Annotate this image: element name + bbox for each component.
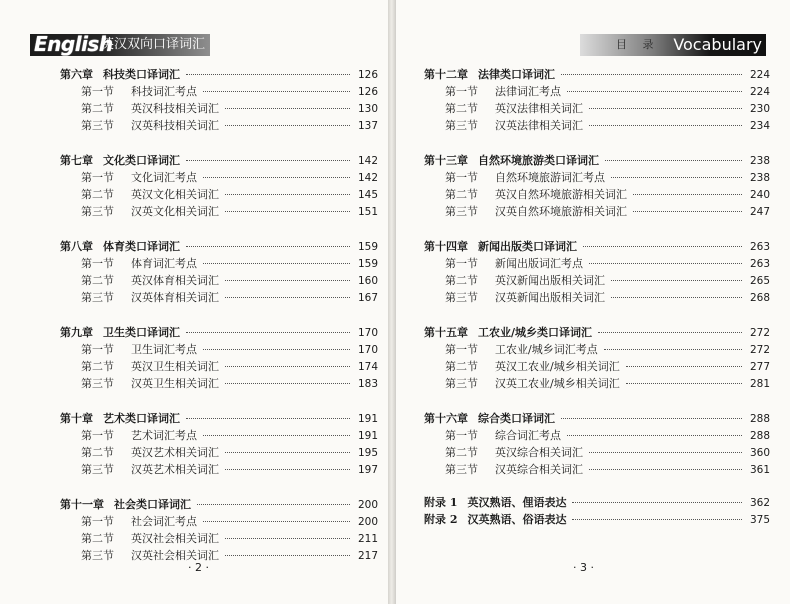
section-entry-page: 197 [357, 464, 378, 476]
section-entry-label: 第一节 [81, 515, 114, 528]
left-header-banner [30, 34, 210, 56]
section-entry-page: 277 [749, 361, 770, 373]
chapter-entry [60, 410, 378, 427]
chapter-entry-label: 第十五章 [424, 326, 468, 339]
section-entry-page: 288 [749, 430, 770, 442]
dot-leader [225, 555, 350, 556]
section-entry-page: 272 [749, 344, 770, 356]
chapter-entry-label: 第七章 [60, 154, 93, 167]
dot-leader [203, 91, 350, 92]
section-entry-title: 艺术词汇考点 [131, 429, 197, 442]
section-entry [60, 169, 378, 186]
appendix-entry [424, 511, 770, 528]
dot-leader [598, 332, 742, 333]
dot-leader [225, 469, 350, 470]
appendix-entry-label: 附录 2 [424, 513, 458, 526]
dot-leader [611, 177, 742, 178]
section-entry-page: 268 [749, 292, 770, 304]
section-entry-page: 174 [357, 361, 378, 373]
section-entry-title: 汉英卫生相关词汇 [131, 377, 219, 390]
chapter-entry-label: 第六章 [60, 68, 93, 81]
section-entry [60, 427, 378, 444]
section-entry-page: 281 [749, 378, 770, 390]
toc-right [424, 66, 770, 528]
dot-leader [225, 211, 350, 212]
section-entry-label: 第二节 [81, 532, 114, 545]
section-entry-label: 第二节 [445, 102, 478, 115]
section-entry-label: 第一节 [81, 429, 114, 442]
section-entry-page: 159 [357, 258, 378, 270]
section-entry-label: 第三节 [445, 377, 478, 390]
dot-leader [203, 263, 350, 264]
section-entry-title: 综合词汇考点 [495, 429, 561, 442]
chapter-block [60, 238, 378, 306]
section-entry-label: 第三节 [81, 377, 114, 390]
section-entry [60, 444, 378, 461]
section-entry [60, 117, 378, 134]
chapter-block [60, 152, 378, 220]
section-entry-title: 新闻出版词汇考点 [495, 257, 583, 270]
chapter-entry-page: 238 [749, 155, 770, 167]
left-page [0, 0, 388, 604]
chapter-entry-page: 288 [749, 413, 770, 425]
section-entry [424, 444, 770, 461]
section-entry-page: 200 [357, 516, 378, 528]
section-entry [424, 117, 770, 134]
section-entry-label: 第三节 [81, 463, 114, 476]
chapter-entry [424, 238, 770, 255]
dot-leader [225, 108, 350, 109]
section-entry-title: 文化词汇考点 [131, 171, 197, 184]
section-entry [60, 255, 378, 272]
dot-leader [561, 418, 742, 419]
chapter-entry-title: 科技类口译词汇 [103, 68, 180, 81]
section-entry-page: 126 [357, 86, 378, 98]
section-entry-label: 第二节 [81, 360, 114, 373]
appendix-entry [424, 494, 770, 511]
chapter-entry-label: 第十三章 [424, 154, 468, 167]
section-entry-label: 第一节 [445, 343, 478, 356]
chapter-entry-label: 第十一章 [60, 498, 104, 511]
section-entry-label: 第一节 [81, 343, 114, 356]
chapter-entry-page: 142 [357, 155, 378, 167]
dot-leader [186, 418, 350, 419]
chapter-entry [60, 496, 378, 513]
chapter-entry [424, 324, 770, 341]
chapter-entry-page: 159 [357, 241, 378, 253]
section-entry-page: 183 [357, 378, 378, 390]
section-entry [424, 358, 770, 375]
dot-leader [561, 74, 742, 75]
dot-leader [197, 504, 350, 505]
section-entry-title: 汉英科技相关词汇 [131, 119, 219, 132]
dot-leader [567, 91, 742, 92]
section-entry [424, 169, 770, 186]
dot-leader [186, 160, 350, 161]
chapter-entry-title: 艺术类口译词汇 [103, 412, 180, 425]
dot-leader [589, 263, 742, 264]
section-entry-title: 卫生词汇考点 [131, 343, 197, 356]
dot-leader [186, 332, 350, 333]
section-entry-title: 汉英法律相关词汇 [495, 119, 583, 132]
section-entry-title: 汉英文化相关词汇 [131, 205, 219, 218]
dot-leader [567, 435, 742, 436]
section-entry-page: 224 [749, 86, 770, 98]
section-entry-label: 第二节 [81, 274, 114, 287]
section-entry-label: 第二节 [445, 274, 478, 287]
dot-leader [583, 246, 742, 247]
page-number-right: · 3 · [573, 561, 594, 574]
chapter-entry-label: 第十二章 [424, 68, 468, 81]
chapter-block [60, 410, 378, 478]
section-entry-page: 238 [749, 172, 770, 184]
dot-leader [203, 521, 350, 522]
book-spine [388, 0, 396, 604]
section-entry-page: 247 [749, 206, 770, 218]
section-entry [424, 255, 770, 272]
chapter-entry-label: 第十章 [60, 412, 93, 425]
section-entry-label: 第三节 [81, 205, 114, 218]
section-entry [60, 461, 378, 478]
section-entry-page: 230 [749, 103, 770, 115]
section-entry-title: 汉英综合相关词汇 [495, 463, 583, 476]
section-entry-title: 英汉科技相关词汇 [131, 102, 219, 115]
section-entry [60, 375, 378, 392]
section-entry-label: 第三节 [81, 119, 114, 132]
section-entry [60, 272, 378, 289]
section-entry-page: 160 [357, 275, 378, 287]
section-entry-title: 英汉工农业/城乡相关词汇 [495, 360, 620, 373]
section-entry-label: 第二节 [445, 360, 478, 373]
section-entry [424, 341, 770, 358]
right-header-banner [580, 34, 766, 56]
dot-leader [225, 366, 350, 367]
section-entry [424, 186, 770, 203]
dot-leader [589, 108, 742, 109]
section-entry-page: 217 [357, 550, 378, 562]
chapter-block [60, 66, 378, 134]
section-entry [60, 513, 378, 530]
section-entry [424, 83, 770, 100]
dot-leader [225, 194, 350, 195]
chapter-entry-label: 第十六章 [424, 412, 468, 425]
section-entry-page: 167 [357, 292, 378, 304]
section-entry-title: 英汉法律相关词汇 [495, 102, 583, 115]
section-entry-page: 240 [749, 189, 770, 201]
chapter-entry [424, 66, 770, 83]
chapter-entry-title: 工农业/城乡类口译词汇 [478, 326, 593, 339]
section-entry-page: 130 [357, 103, 378, 115]
section-entry-label: 第一节 [445, 85, 478, 98]
chapter-block [424, 324, 770, 392]
section-entry-title: 工农业/城乡词汇考点 [495, 343, 598, 356]
chapter-entry-title: 综合类口译词汇 [478, 412, 555, 425]
chapter-entry-title: 社会类口译词汇 [114, 498, 191, 511]
section-entry-title: 法律词汇考点 [495, 85, 561, 98]
section-entry-label: 第三节 [81, 549, 114, 562]
section-entry [424, 375, 770, 392]
chapter-block [424, 152, 770, 220]
section-entry-page: 195 [357, 447, 378, 459]
appendix-entry-page: 362 [749, 497, 770, 509]
section-entry-title: 汉英工农业/城乡相关词汇 [495, 377, 620, 390]
chapter-entry-page: 272 [749, 327, 770, 339]
chapter-entry-label: 第九章 [60, 326, 93, 339]
section-entry [424, 461, 770, 478]
section-entry [424, 100, 770, 117]
section-entry-label: 第二节 [445, 446, 478, 459]
chapter-block [60, 496, 378, 564]
section-entry-page: 361 [749, 464, 770, 476]
section-entry [60, 341, 378, 358]
dot-leader [225, 452, 350, 453]
section-entry-page: 234 [749, 120, 770, 132]
section-entry-page: 142 [357, 172, 378, 184]
right-page [396, 0, 790, 604]
section-entry-title: 社会词汇考点 [131, 515, 197, 528]
section-entry-label: 第三节 [81, 291, 114, 304]
section-entry-label: 第一节 [445, 257, 478, 270]
section-entry-title: 汉英新闻出版相关词汇 [495, 291, 605, 304]
chapter-entry-title: 文化类口译词汇 [103, 154, 180, 167]
appendix-entry-page: 375 [749, 514, 770, 526]
section-entry-title: 英汉社会相关词汇 [131, 532, 219, 545]
dot-leader [225, 125, 350, 126]
dot-leader [203, 177, 350, 178]
section-entry-label: 第一节 [81, 85, 114, 98]
english-logo: English [34, 32, 113, 56]
section-entry-label: 第二节 [81, 446, 114, 459]
section-entry [60, 547, 378, 564]
chapter-entry-page: 263 [749, 241, 770, 253]
section-entry-title: 汉英社会相关词汇 [131, 549, 219, 562]
dot-leader [611, 280, 742, 281]
section-entry [60, 289, 378, 306]
section-entry-label: 第一节 [81, 171, 114, 184]
section-entry [424, 427, 770, 444]
section-entry-title: 汉英体育相关词汇 [131, 291, 219, 304]
book-title: 英汉双向口译词汇 [101, 37, 206, 52]
dot-leader [589, 125, 742, 126]
dot-leader [626, 383, 742, 384]
chapter-entry-label: 第八章 [60, 240, 93, 253]
section-entry [424, 203, 770, 220]
section-entry-page: 191 [357, 430, 378, 442]
chapter-entry-page: 170 [357, 327, 378, 339]
contents-label: 目 录 [616, 38, 660, 51]
chapter-entry [424, 410, 770, 427]
chapter-block [424, 238, 770, 306]
chapter-entry-page: 126 [357, 69, 378, 81]
section-entry-title: 自然环境旅游词汇考点 [495, 171, 605, 184]
section-entry-page: 137 [357, 120, 378, 132]
section-entry [424, 272, 770, 289]
dot-leader [225, 383, 350, 384]
section-entry-title: 汉英自然环境旅游相关词汇 [495, 205, 627, 218]
chapter-entry-title: 卫生类口译词汇 [103, 326, 180, 339]
section-entry [60, 203, 378, 220]
section-entry-page: 145 [357, 189, 378, 201]
section-entry-label: 第二节 [445, 188, 478, 201]
section-entry-title: 英汉艺术相关词汇 [131, 446, 219, 459]
chapter-entry-label: 第十四章 [424, 240, 468, 253]
section-entry-title: 英汉卫生相关词汇 [131, 360, 219, 373]
chapter-entry-page: 191 [357, 413, 378, 425]
section-entry-title: 英汉自然环境旅游相关词汇 [495, 188, 627, 201]
dot-leader [203, 435, 350, 436]
section-entry-title: 英汉体育相关词汇 [131, 274, 219, 287]
section-entry-title: 体育词汇考点 [131, 257, 197, 270]
chapter-block [424, 66, 770, 134]
section-entry [60, 186, 378, 203]
chapter-block [424, 410, 770, 478]
section-entry-title: 科技词汇考点 [131, 85, 197, 98]
dot-leader [225, 297, 350, 298]
section-entry-label: 第二节 [81, 188, 114, 201]
dot-leader [186, 246, 350, 247]
chapter-entry [424, 152, 770, 169]
chapter-entry-title: 自然环境旅游类口译词汇 [478, 154, 599, 167]
section-entry [60, 530, 378, 547]
appendix-entry-title: 英汉熟语、俚语表达 [467, 496, 567, 509]
section-entry-label: 第一节 [81, 257, 114, 270]
section-entry-title: 英汉新闻出版相关词汇 [495, 274, 605, 287]
dot-leader [589, 452, 742, 453]
dot-leader [611, 297, 742, 298]
dot-leader [572, 502, 742, 503]
dot-leader [605, 160, 742, 161]
chapter-entry [60, 238, 378, 255]
section-entry-page: 360 [749, 447, 770, 459]
section-entry-label: 第一节 [445, 171, 478, 184]
section-entry-page: 263 [749, 258, 770, 270]
chapter-entry-title: 新闻出版类口译词汇 [478, 240, 577, 253]
section-entry-label: 第三节 [445, 119, 478, 132]
section-entry [60, 100, 378, 117]
section-entry-label: 第三节 [445, 463, 478, 476]
dot-leader [604, 349, 742, 350]
appendix-entry-title: 汉英熟语、俗语表达 [467, 513, 567, 526]
section-entry-page: 265 [749, 275, 770, 287]
section-entry-label: 第三节 [445, 205, 478, 218]
section-entry-title: 汉英艺术相关词汇 [131, 463, 219, 476]
appendix-entry-label: 附录 1 [424, 496, 458, 509]
dot-leader [572, 519, 742, 520]
chapter-entry-title: 体育类口译词汇 [103, 240, 180, 253]
chapter-block [60, 324, 378, 392]
section-entry-label: 第三节 [445, 291, 478, 304]
chapter-entry [60, 324, 378, 341]
section-entry-page: 211 [357, 533, 378, 545]
section-entry-page: 170 [357, 344, 378, 356]
dot-leader [633, 194, 742, 195]
chapter-entry-page: 224 [749, 69, 770, 81]
section-entry-label: 第二节 [81, 102, 114, 115]
section-entry-title: 英汉综合相关词汇 [495, 446, 583, 459]
page-number-left: · 2 · [188, 561, 209, 574]
section-entry-title: 英汉文化相关词汇 [131, 188, 219, 201]
dot-leader [589, 469, 742, 470]
section-entry [60, 358, 378, 375]
toc-left [60, 66, 378, 582]
chapter-entry-title: 法律类口译词汇 [478, 68, 555, 81]
chapter-entry [60, 152, 378, 169]
dot-leader [186, 74, 350, 75]
section-entry-page: 151 [357, 206, 378, 218]
vocabulary-title: Vocabulary [673, 35, 762, 54]
section-entry [60, 83, 378, 100]
dot-leader [225, 538, 350, 539]
chapter-entry-page: 200 [357, 499, 378, 511]
dot-leader [203, 349, 350, 350]
dot-leader [626, 366, 742, 367]
section-entry-label: 第一节 [445, 429, 478, 442]
chapter-entry [60, 66, 378, 83]
dot-leader [225, 280, 350, 281]
section-entry [424, 289, 770, 306]
appendix-block [424, 494, 770, 528]
dot-leader [633, 211, 742, 212]
